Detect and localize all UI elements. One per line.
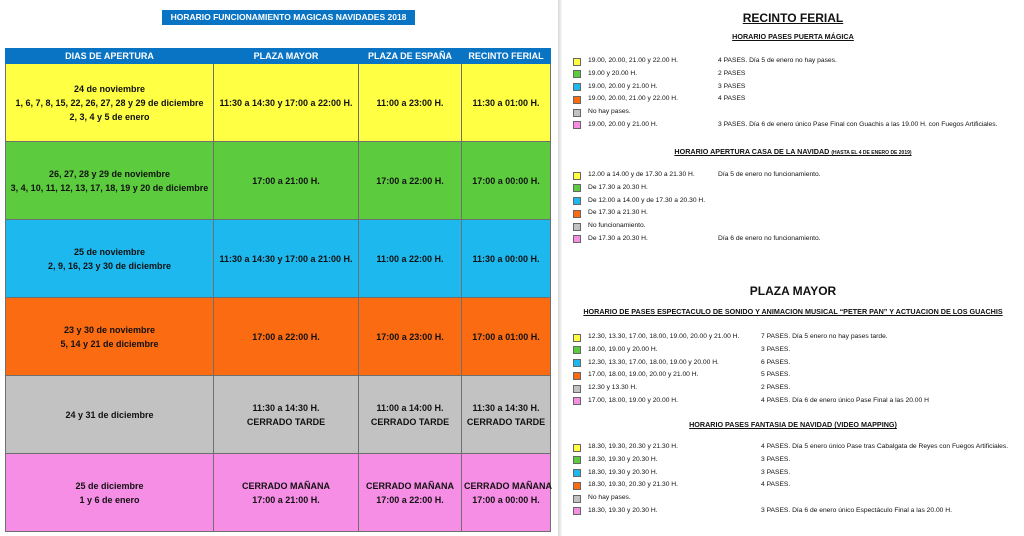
color-swatch bbox=[573, 172, 581, 180]
color-swatch bbox=[573, 109, 581, 117]
recinto-ferial-cell bbox=[462, 64, 551, 142]
schedule-text: 1, 6, 7, 8, 15, 22, 26, 27, 28 y 29 de diciembre bbox=[15, 97, 204, 108]
color-swatch bbox=[573, 197, 581, 205]
plaza-espana-cell bbox=[359, 454, 462, 532]
schedule-text: 11:00 a 22:00 H. bbox=[376, 253, 444, 264]
schedule-text: 11:30 a 14:30 y 17:00 a 22:00 H. bbox=[219, 97, 353, 108]
schedule-row bbox=[6, 142, 551, 220]
pass-row bbox=[573, 195, 1023, 208]
schedule-text: CERRADO TARDE bbox=[370, 416, 450, 427]
pass-row bbox=[573, 344, 1023, 357]
pass-row bbox=[573, 81, 1023, 94]
pass-row bbox=[573, 479, 1023, 492]
plaza-espana-cell bbox=[359, 64, 462, 142]
pass-note: 3 PASES. bbox=[761, 468, 791, 476]
pass-note: 4 PASES bbox=[718, 95, 746, 103]
schedule-text: 11:30 a 14:30 H. bbox=[472, 402, 540, 413]
pass-times: De 17.30 a 20.30 H. bbox=[588, 183, 648, 191]
pass-note: 3 PASES. bbox=[761, 455, 791, 463]
plaza-espana-cell bbox=[359, 220, 462, 298]
schedule-text: CERRADO MAÑANA bbox=[242, 480, 330, 491]
pass-times: 19.00, 20.00, 21.00 y 22.00 H. bbox=[588, 95, 678, 103]
pass-times: 18.00, 19.00 y 20.00 H. bbox=[588, 345, 658, 353]
color-swatch bbox=[573, 210, 581, 218]
recinto-ferial-cell bbox=[462, 298, 551, 376]
pass-times: 12.30 y 13.30 H. bbox=[588, 384, 638, 392]
schedule-text: 3, 4, 10, 11, 12, 13, 17, 18, 19 y 20 de diciembre bbox=[10, 182, 209, 193]
plaza-mayor-cell bbox=[214, 454, 359, 532]
header-plaza-espana: PLAZA DE ESPAÑA bbox=[359, 49, 462, 64]
pass-row bbox=[573, 207, 1023, 220]
color-swatch bbox=[573, 507, 581, 515]
pass-times: 17.00, 18.00, 19.00 y 20.00 H. bbox=[588, 396, 678, 404]
color-swatch bbox=[573, 469, 581, 477]
pass-row bbox=[573, 169, 1023, 182]
color-swatch bbox=[573, 495, 581, 503]
schedule-text: 11:30 a 01:00 H. bbox=[472, 97, 540, 108]
pases-puerta-list bbox=[573, 55, 1023, 132]
schedule-text: 17:00 a 22:00 H. bbox=[376, 494, 444, 505]
casa-navidad-heading bbox=[562, 147, 1024, 156]
pass-row bbox=[573, 233, 1023, 246]
schedule-row bbox=[6, 220, 551, 298]
plaza-mayor-cell bbox=[214, 298, 359, 376]
fantasia-list bbox=[573, 441, 1023, 518]
schedule-text: 11:30 a 14:30 y 17:00 a 21:00 H. bbox=[219, 253, 353, 264]
pass-row bbox=[573, 119, 1023, 132]
schedule-text: 11:30 a 14:30 H. bbox=[252, 402, 320, 413]
schedule-text: 1 y 6 de enero bbox=[79, 494, 140, 505]
schedule-text: 25 de diciembre bbox=[75, 480, 144, 491]
pass-times: De 12.00 a 14.00 y de 17.30 a 20.30 H. bbox=[588, 196, 706, 204]
pass-note: 4 PASES. Día 5 de enero no hay pases. bbox=[718, 57, 837, 64]
dias-cell bbox=[6, 142, 214, 220]
pass-row bbox=[573, 467, 1023, 480]
pass-times: 12.00 a 14.00 y de 17.30 a 21.30 H. bbox=[588, 171, 695, 178]
pass-note: 3 PASES bbox=[718, 82, 746, 90]
plaza-mayor-cell bbox=[214, 142, 359, 220]
schedule-row bbox=[6, 64, 551, 142]
pass-times: 18.30, 19.30 y 20.30 H. bbox=[588, 506, 658, 514]
pass-row bbox=[573, 55, 1023, 68]
dias-cell bbox=[6, 298, 214, 376]
pass-row bbox=[573, 357, 1023, 370]
pass-times: De 17.30 a 21.30 H. bbox=[588, 209, 648, 217]
pass-note: 2 PASES bbox=[718, 69, 746, 77]
schedule-text: 2, 3, 4 y 5 de enero bbox=[69, 111, 150, 122]
color-swatch bbox=[573, 385, 581, 393]
schedule-text: 17:00 a 00:00 H. bbox=[472, 494, 540, 505]
color-swatch bbox=[573, 83, 581, 91]
pass-row bbox=[573, 106, 1023, 119]
pass-row bbox=[573, 441, 1023, 454]
pass-note: 7 PASES. Día 5 enero no hay pases tarde. bbox=[761, 333, 888, 340]
schedule-row bbox=[6, 376, 551, 454]
recinto-ferial-cell bbox=[462, 454, 551, 532]
color-swatch bbox=[573, 397, 581, 405]
schedule-text: CERRADO MAÑANA bbox=[464, 480, 552, 491]
pass-note: 3 PASES. Día 6 de enero único Pase Final con Guachis a las 19.00 H. con Fuegos Artificiales. bbox=[718, 120, 998, 128]
plaza-mayor-heading: PLAZA MAYOR bbox=[749, 284, 837, 298]
schedule-text: 17:00 a 01:00 H. bbox=[472, 331, 540, 342]
pass-row bbox=[573, 331, 1023, 344]
pass-row bbox=[573, 93, 1023, 106]
header-recinto-ferial: RECINTO FERIAL bbox=[462, 49, 551, 64]
color-swatch bbox=[573, 346, 581, 354]
pass-note: 4 PASES. Día 5 enero único Pase tras Cabalgata de Reyes con Fuegos Artificiales. bbox=[761, 443, 1009, 450]
pass-times: No funcionamiento. bbox=[588, 222, 646, 230]
dias-cell bbox=[6, 376, 214, 454]
schedule-text: 26, 27, 28 y 29 de noviembre bbox=[48, 168, 171, 179]
pass-times: 19.00, 20.00, 21.00 y 22.00 H. bbox=[588, 57, 678, 64]
pass-times: 19.00, 20.00 y 21.00 H. bbox=[588, 82, 658, 90]
fantasia-heading: HORARIO PASES FANTASIA DE NAVIDAD (VIDEO MAPPING) bbox=[689, 420, 897, 429]
color-swatch bbox=[573, 96, 581, 104]
color-swatch bbox=[573, 444, 581, 452]
schedule-text: 11:30 a 00:00 H. bbox=[472, 253, 540, 264]
dias-cell bbox=[6, 64, 214, 142]
pass-times: De 17.30 a 20.30 H. bbox=[588, 234, 648, 242]
header-dias-apertura: DIAS DE APERTURA bbox=[6, 49, 214, 64]
color-swatch bbox=[573, 223, 581, 231]
color-swatch bbox=[573, 70, 581, 78]
pass-note: 4 PASES. Día 6 de enero único Pase Final a las 20.00 H bbox=[761, 396, 929, 404]
schedule-text: 23 y 30 de noviembre bbox=[63, 324, 156, 335]
schedule-row bbox=[6, 298, 551, 376]
schedule-text: 2, 9, 16, 23 y 30 de diciembre bbox=[47, 260, 172, 271]
peter-pan-heading: HORARIO DE PASES ESPECTACULO DE SONIDO Y ANIMACION MUSICAL “PETER PAN” Y ACTUACION DE LOS GUACHIS bbox=[583, 307, 1003, 316]
schedule-text: 11:00 a 14:00 H. bbox=[376, 402, 444, 413]
pass-times: No hay pases. bbox=[588, 108, 631, 116]
pass-times: 17.00, 18.00, 19.00, 20.00 y 21.00 H. bbox=[588, 371, 699, 379]
dias-cell bbox=[6, 454, 214, 532]
plaza-mayor-cell bbox=[214, 376, 359, 454]
schedule-text: 11:00 a 23:00 H. bbox=[376, 97, 444, 108]
pass-times: 18.30, 19.30, 20.30 y 21.30 H. bbox=[588, 443, 678, 450]
pass-row bbox=[573, 220, 1023, 233]
color-swatch bbox=[573, 121, 581, 129]
schedule-text: CERRADO TARDE bbox=[466, 416, 546, 427]
recinto-ferial-cell bbox=[462, 142, 551, 220]
color-swatch bbox=[573, 235, 581, 243]
schedule-text: CERRADO MAÑANA bbox=[366, 480, 454, 491]
plaza-mayor-cell bbox=[214, 64, 359, 142]
header-plaza-mayor: PLAZA MAYOR bbox=[214, 49, 359, 64]
casa-navidad-note: (HASTA EL 4 DE ENERO DE 2019) bbox=[831, 150, 912, 156]
schedule-text: 25 de noviembre bbox=[73, 246, 146, 257]
pass-row bbox=[573, 68, 1023, 81]
color-swatch bbox=[573, 372, 581, 380]
plaza-espana-cell bbox=[359, 142, 462, 220]
plaza-espana-cell bbox=[359, 376, 462, 454]
pass-note: 4 PASES. bbox=[761, 481, 791, 489]
schedule-text: 17:00 a 21:00 H. bbox=[252, 494, 320, 505]
schedule-table bbox=[5, 48, 551, 532]
pass-times: 18.30, 19.30 y 20.30 H. bbox=[588, 455, 658, 463]
schedule-text: 17:00 a 21:00 H. bbox=[252, 175, 320, 186]
pass-note: 3 PASES. bbox=[761, 345, 791, 353]
pass-note: 6 PASES. bbox=[761, 358, 791, 366]
casa-navidad-title: HORARIO APERTURA CASA DE LA NAVIDAD bbox=[674, 147, 830, 156]
schedule-row bbox=[6, 454, 551, 532]
schedule-text: 24 de noviembre bbox=[73, 83, 146, 94]
pass-times: 18.30, 19.30, 20.30 y 21.30 H. bbox=[588, 481, 678, 489]
recinto-ferial-cell bbox=[462, 220, 551, 298]
plaza-mayor-cell bbox=[214, 220, 359, 298]
plaza-espana-cell bbox=[359, 298, 462, 376]
pass-row bbox=[573, 492, 1023, 505]
pass-row bbox=[573, 369, 1023, 382]
pass-note: Día 5 de enero no funcionamiento. bbox=[718, 171, 821, 178]
pass-times: No hay pases. bbox=[588, 494, 631, 502]
schedule-text: CERRADO TARDE bbox=[246, 416, 326, 427]
schedule-text: 5, 14 y 21 de diciembre bbox=[60, 338, 159, 349]
peter-pan-list bbox=[573, 331, 1023, 408]
pass-times: 18.30, 19.30 y 20.30 H. bbox=[588, 468, 658, 476]
schedule-text: 17:00 a 22:00 H. bbox=[376, 175, 444, 186]
color-swatch bbox=[573, 58, 581, 66]
schedule-header-row bbox=[6, 49, 551, 64]
pass-note: Día 6 de enero no funcionamiento. bbox=[718, 234, 821, 242]
color-swatch bbox=[573, 482, 581, 490]
passes-page bbox=[562, 0, 1024, 536]
schedule-title: HORARIO FUNCIONAMIENTO MAGICAS NAVIDADES 2018 bbox=[162, 10, 415, 25]
pass-row bbox=[573, 454, 1023, 467]
pass-row bbox=[573, 505, 1023, 518]
pass-times: 12.30, 13.30, 17.00, 18.00, 19.00 y 20.00 H. bbox=[588, 358, 719, 366]
pass-note: 5 PASES. bbox=[761, 371, 791, 379]
casa-navidad-list bbox=[573, 169, 1023, 246]
schedule-text: 17:00 a 23:00 H. bbox=[376, 331, 444, 342]
pass-times: 19.00 y 20.00 H. bbox=[588, 69, 638, 77]
recinto-ferial-heading: RECINTO FERIAL bbox=[742, 11, 844, 25]
recinto-ferial-cell bbox=[462, 376, 551, 454]
dias-cell bbox=[6, 220, 214, 298]
schedule-text: 24 y 31 de diciembre bbox=[65, 409, 154, 420]
color-swatch bbox=[573, 184, 581, 192]
pass-note: 2 PASES. bbox=[761, 384, 791, 392]
schedule-text: 17:00 a 00:00 H. bbox=[472, 175, 540, 186]
pass-times: 12.30, 13.30, 17.00, 18.00, 19.00, 20.00 y 21.00 H. bbox=[588, 333, 740, 340]
color-swatch bbox=[573, 456, 581, 464]
pass-times: 19.00, 20.00 y 21.00 H. bbox=[588, 120, 658, 128]
pass-row bbox=[573, 182, 1023, 195]
pass-row bbox=[573, 395, 1023, 408]
color-swatch bbox=[573, 334, 581, 342]
pass-row bbox=[573, 382, 1023, 395]
pases-puerta-heading: HORARIO PASES PUERTA MÁGICA bbox=[732, 32, 854, 41]
pass-note: 3 PASES. Día 6 de enero único Espectáculo Final a las 20.00 H. bbox=[761, 506, 952, 514]
color-swatch bbox=[573, 359, 581, 367]
schedule-text: 17:00 a 22:00 H. bbox=[252, 331, 320, 342]
